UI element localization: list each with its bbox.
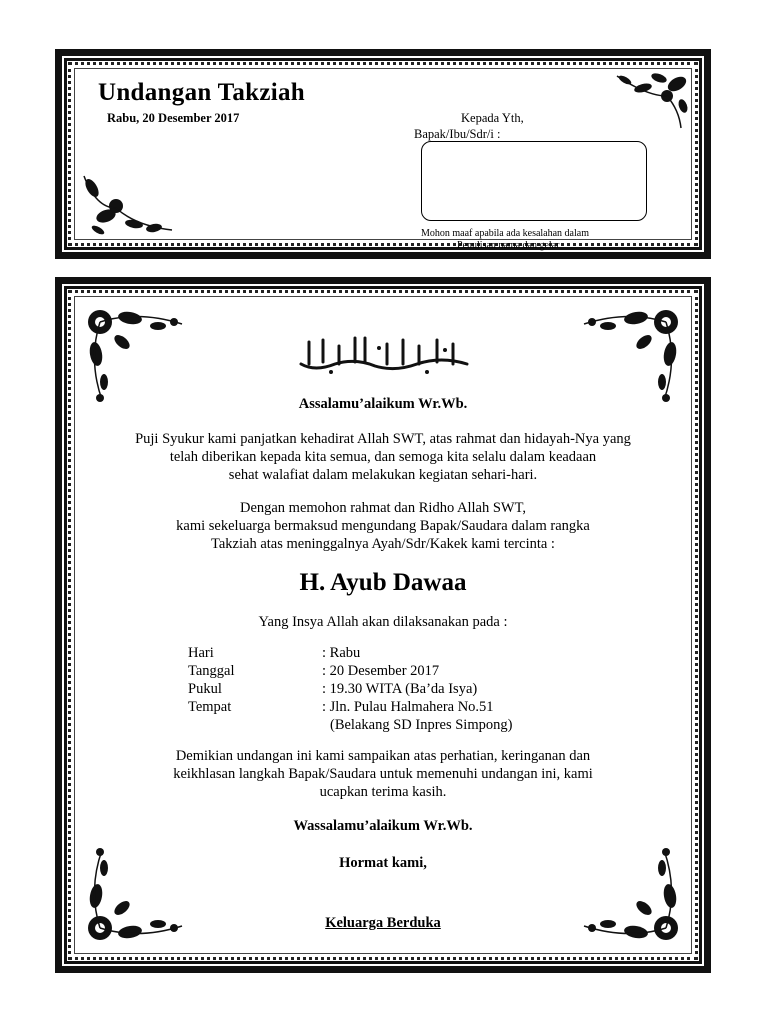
- detail-value-place: : Jln. Pulau Halmahera No.51: [322, 699, 494, 715]
- paragraph-2: [82, 499, 684, 553]
- paragraph-2-line: kami sekeluarga bermaksud mengundang Bapak/Saudara dalam rangka: [176, 518, 590, 534]
- closing-line: Demikian undangan ini kami sampaikan atas perhatian, keringanan dan: [175, 748, 591, 764]
- floral-corner-top-left-icon: [78, 300, 188, 404]
- paragraph-1-line: telah diberikan kepada kita semua, dan semoga kita selalu dalam keadaan: [169, 449, 597, 465]
- floral-corner-top-right-icon: [607, 66, 691, 136]
- floral-corner-bottom-left-icon: [76, 168, 176, 240]
- recipient-label: Kepada Yth,: [461, 111, 524, 125]
- paragraph-2-line: Dengan memohon rahmat dan Ridho Allah SWT,: [239, 500, 527, 516]
- floral-corner-bottom-right-icon: [578, 846, 688, 950]
- signature-text: Keluarga Berduka: [325, 915, 441, 931]
- letter-card: [55, 277, 711, 973]
- apology-line-2: Penulisan nama dan gelar: [457, 240, 560, 251]
- paragraph-2-line: Takziah atas meninggalnya Ayah/Sdr/Kakek kami tercinta :: [211, 536, 555, 552]
- floral-corner-bottom-left-icon: [78, 846, 188, 950]
- recipient-name-box[interactable]: [421, 141, 647, 221]
- envelope-card: [55, 49, 711, 259]
- deceased-name: H. Ayub Dawaa: [299, 569, 467, 596]
- envelope-date: Rabu, 20 Desember 2017: [107, 111, 240, 125]
- closing-line: ucapkan terima kasih.: [319, 784, 447, 800]
- envelope-title: Undangan Takziah: [98, 79, 305, 106]
- regards: Hormat kami,: [339, 855, 427, 871]
- closing-line: keikhlasan langkah Bapak/Saudara untuk memenuhi undangan ini, kami: [173, 766, 593, 782]
- paragraph-1-line: Puji Syukur kami panjatkan kehadirat Allah SWT, atas rahmat dan hidayah-Nya yang: [135, 431, 631, 447]
- bismillah-calligraphy-icon: [295, 334, 473, 376]
- detail-label-time: Pukul: [188, 681, 222, 697]
- floral-corner-top-right-icon: [578, 300, 688, 404]
- event-intro: Yang Insya Allah akan dilaksanakan pada :: [258, 614, 508, 630]
- apology-line-1: Mohon maaf apabila ada kesalahan dalam: [421, 228, 589, 239]
- recipient-prefix: Bapak/Ibu/Sdr/i :: [414, 127, 501, 141]
- detail-place-extra: (Belakang SD Inpres Simpong): [330, 717, 513, 733]
- farewell: Wassalamu’alaikum Wr.Wb.: [293, 818, 473, 834]
- paragraph-1: [82, 430, 684, 484]
- paragraph-1-line: sehat walafiat dalam melakukan kegiatan sehari-hari.: [228, 467, 538, 483]
- detail-value-date: : 20 Desember 2017: [322, 663, 440, 679]
- closing-paragraph: [82, 747, 684, 801]
- detail-value-day: : Rabu: [322, 645, 361, 661]
- signature: [82, 914, 684, 932]
- detail-label-date: Tanggal: [188, 663, 235, 679]
- detail-label-place: Tempat: [188, 699, 232, 715]
- detail-label-day: Hari: [188, 645, 214, 661]
- greeting: Assalamu’alaikum Wr.Wb.: [298, 396, 468, 412]
- detail-value-time: : 19.30 WITA (Ba’da Isya): [322, 681, 478, 697]
